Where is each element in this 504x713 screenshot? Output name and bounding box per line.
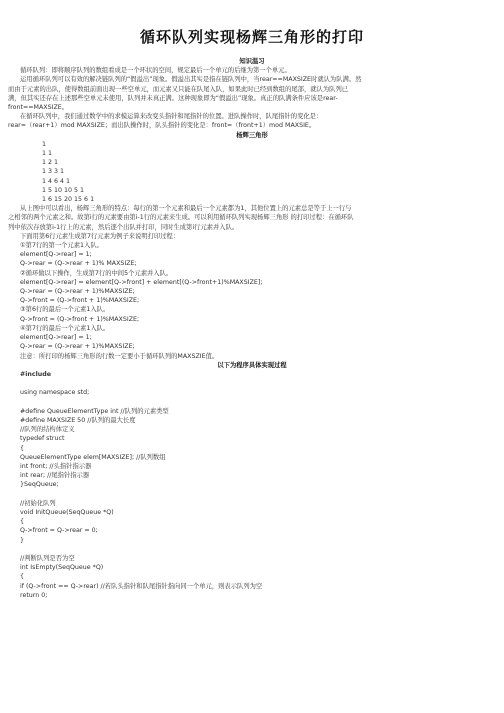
code-line: int IsEmpty(SeqQueue *Q) — [20, 564, 104, 572]
spacer — [8, 490, 496, 499]
code-line: //初始化队列 — [20, 499, 56, 507]
code-line: ②循环做以下操作，生成第7行的中间5个元素并入队。 — [20, 269, 173, 277]
triangle-row: 1 4 6 4 1 — [42, 177, 71, 185]
spacer — [8, 545, 496, 554]
code-line: { — [20, 573, 25, 581]
code-line: int rear; //尾指针指示器 — [20, 472, 90, 480]
paragraph-line: 在循环队列中，我们通过数学中的求模运算来改变头指针和尾指针的位置。进队操作时，队尾指针的变化是： — [20, 113, 323, 121]
paragraph-line: 从上图中可以看出，杨辉三角形的特点：每行的第一个元素和最后一个元素都为1，其他位置上的元素总是等于上一行与 — [20, 205, 352, 213]
spacer — [8, 398, 496, 407]
note-line: 注意：所打印的杨辉三角形的行数一定要小于循环队列的MAXSZIE值。 — [20, 352, 219, 360]
paragraph-line: 运用循环队列可以有效的解决链队列的“假溢出”现象。假溢出其实是指在链队列中，当rear==MAXSIZE时就认为队满。然 — [20, 76, 362, 84]
section-heading: 以下为程序具体实现过程 — [217, 361, 287, 369]
code-line: ③第6行的最后一个元素1入队。 — [20, 306, 110, 314]
paragraph-line: 之相邻的两个元素之和。故第i行的元素要由第i-1行的元素来生成。可以利用循环队列实现杨辉三角形 的打印过程：在循环队 — [8, 214, 354, 222]
code-line: }SeqQueue; — [20, 481, 59, 489]
code-line: if (Q->front == Q->rear) //若队头指针和队尾指针指向同一个单元，则表示队列为空 — [20, 582, 263, 590]
code-line: element[Q->rear] = element[Q->front] + element[(Q->front+1)%MAXSIZE]; — [20, 278, 263, 286]
code-line: #define MAXSIZE 50 //队列的最大长度 — [20, 416, 136, 424]
paragraph-line: 下面用第6行元素生成第7行元素为例子来说明打印过程： — [20, 232, 180, 240]
code-line: Q->front = (Q->front + 1)%MAXSIZE; — [20, 297, 140, 305]
code-line: QueueElementType elem[MAXSIZE]; //队列数组 — [20, 453, 166, 461]
article-body — [8, 57, 496, 600]
code-line: using namespace std; — [20, 389, 90, 397]
code-line: } — [20, 536, 25, 544]
code-line: Q->front = (Q->front + 1)%MAXSIZE; — [20, 315, 140, 323]
code-line: #include — [20, 370, 52, 378]
triangle-row: 1 6 15 20 15 6 1 — [42, 196, 95, 204]
code-line: int front; //头指针指示器 — [20, 462, 92, 470]
triangle-row: 1 2 1 — [42, 159, 59, 167]
code-line: { — [20, 518, 25, 526]
code-line: element[Q->rear] = 1; — [20, 251, 92, 259]
code-line: //队列的结构体定义 — [20, 426, 75, 434]
section-heading: 杨辉三角形 — [236, 131, 268, 139]
paragraph-line: 而由于元素的出队，使得数组前面出现一些空单元，而元素又只能在队尾入队，如果此时已经到数组的尾部，就认为队列已 — [8, 85, 349, 93]
code-line: //判断队列是否为空 — [20, 554, 75, 562]
page-title: 循环队列实现杨辉三角形的打印 — [139, 28, 364, 46]
paragraph-line: front==MAXSIZE。 — [8, 104, 69, 112]
triangle-row: 1 3 3 1 — [42, 168, 65, 176]
section-heading: 知识温习 — [239, 58, 265, 65]
code-line: return 0; — [20, 591, 48, 599]
code-line: element[Q->rear] = 1; — [20, 334, 92, 342]
spacer — [8, 379, 496, 388]
code-line: ④第7行的最后一个元素1入队。 — [20, 324, 110, 332]
paragraph-line: rear=（rear+1）mod MAXSIZE；而出队操作时，队头指针的变化是：front=（front+1）mod MAXSIE。 — [8, 122, 316, 130]
triangle-row: 1 — [42, 140, 47, 148]
paragraph-line: 列中依次存放第i-1行上的元素，然后逐个出队并打印，同时生成第i行元素并入队。 — [8, 223, 239, 231]
paragraph-line: 满，但其实还存在上述那些空单元未使用，队列并未真正满。这种现象即为“假溢出”现象。真正的队满条件应该是rear- — [8, 94, 338, 102]
paragraph-line: 循环队列：即将顺序队列的数组看成是一个环状的空间，规定最后一个单元的后继为第一个单元。 — [20, 67, 291, 75]
code-line: #define QueueElementType int //队列的元素类型 — [20, 407, 169, 415]
triangle-row: 1 1 — [42, 150, 53, 158]
code-line: Q->rear = (Q->rear + 1)%MAXSIZE; — [20, 343, 135, 351]
code-line: void InitQueue(SeqQueue *Q) — [20, 508, 114, 516]
code-line: { — [20, 444, 25, 452]
code-line: ①第7行的第一个元素1入队。 — [20, 242, 103, 250]
triangle-row: 1 5 10 10 5 1 — [42, 186, 85, 194]
code-line: Q->front = Q->rear = 0; — [20, 527, 98, 535]
code-line: Q->rear = (Q->rear + 1)% MAXSIZE; — [20, 260, 137, 268]
code-line: typedef struct — [20, 435, 65, 443]
code-line: Q->rear = (Q->rear + 1)%MAXSIZE; — [20, 288, 135, 296]
